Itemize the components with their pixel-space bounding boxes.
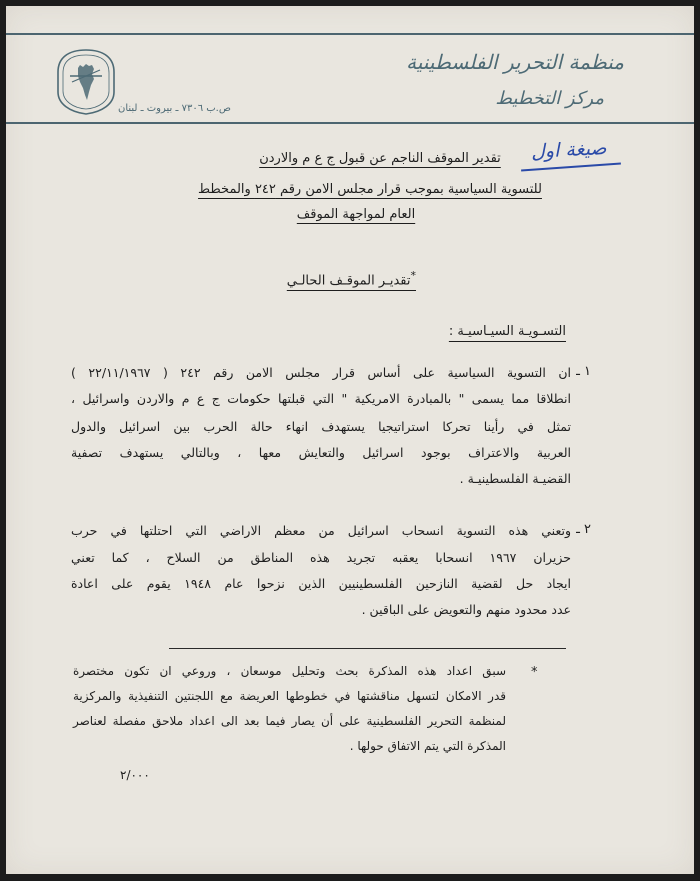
paragraph-2-line-4: عدد محدود منهم والتعويض على الباقين .: [361, 602, 571, 617]
section-heading: [287, 269, 416, 288]
subheading: التسـويـة السيـاسيـة :: [448, 324, 566, 339]
paragraph-1-line-5: القضيـة الفلسطينيـة .: [459, 471, 571, 486]
footnote-line-2: قدر الامكان لتسهل مناقشتها في خطوطها العريضة مع اللجنتين التنفيذية والمركزية: [73, 689, 506, 703]
footnote-line-1: سبق اعداد هذه المذكرة بحث وتحليل موسعان ، وروعي ان تكون مختصرة: [73, 664, 506, 678]
draft-annotation: صيغة اول: [530, 137, 608, 163]
title-line-3: العام لمواجهة الموقف: [296, 207, 416, 222]
document-page: [6, 6, 694, 874]
paragraph-1-line-4: العربية والاعتراف بوجود اسرائيل والتعايش معها ، وبالتالي يستهدف تصفية: [71, 445, 571, 460]
title-line-2: للتسوية السياسية بموجب قرار مجلس الامن رقم ٢٤٢ والمخطط: [198, 182, 542, 197]
section-heading-text: تقديـر الموقـف الحالـي: [286, 273, 411, 289]
paragraph-2-line-3: ايجاد حل لقضية النازحين الفلسطينيين الذين نزحوا عام ١٩٤٨ يقوم على اعادة: [71, 576, 571, 591]
page-number: ٢/٠٠٠: [120, 768, 150, 782]
footnote-line-3: لمنظمة التحرير الفلسطينية على أن يصار فيما بعد الى اعداد ملاحق مفصلة لعناصر: [73, 714, 506, 728]
organization-name: منظمة التحرير الفلسطينية: [406, 50, 624, 74]
paragraph-1-line-1: ان التسوية السياسية على أساس قرار مجلس الامن رقم ٢٤٢ ( ٢٢/١١/١٩٦٧ ): [71, 365, 571, 380]
paragraph-1-line-2: انطلاقا مما يسمى " بالمبادرة الامريكية " التي قبلتها حكومات ج ع م والاردن واسرائيل ،: [71, 391, 571, 406]
footnote-line-4: المذكرة التي يتم الاتفاق حولها .: [349, 739, 506, 753]
paragraph-1-number: ١ ـ: [576, 364, 591, 379]
department-name: مركز التخطيط: [495, 88, 604, 109]
footnote-star: *: [531, 665, 538, 680]
header-rule: [6, 122, 694, 124]
paragraph-2-number: ٢ ـ: [576, 522, 591, 537]
postal-address: ص.ب ٧٣٠٦ ـ بيروت ـ لبنان: [118, 103, 231, 114]
top-rule: [6, 33, 694, 35]
paragraph-2-line-2: حزيران ١٩٦٧ انسحابا يعقبه تجريد هذه المناطق من السلاح ، كما تعني: [71, 550, 571, 565]
title-line-1: تقدير الموقف الناجم عن قبول ج ع م والاردن: [259, 151, 501, 166]
paragraph-1-line-3: تمثل في رأينا تحركا استراتيجيا يستهدف انهاء حالة الحرب بين اسرائيل والدول: [71, 419, 571, 434]
footnote-marker: *: [410, 269, 416, 282]
paragraph-2-line-1: وتعني هذه التسوية انسحاب اسرائيل من معظم الاراضي التي احتلتها في حرب: [71, 523, 571, 538]
plo-emblem-icon: [56, 48, 116, 116]
footnote-separator: [169, 648, 566, 649]
